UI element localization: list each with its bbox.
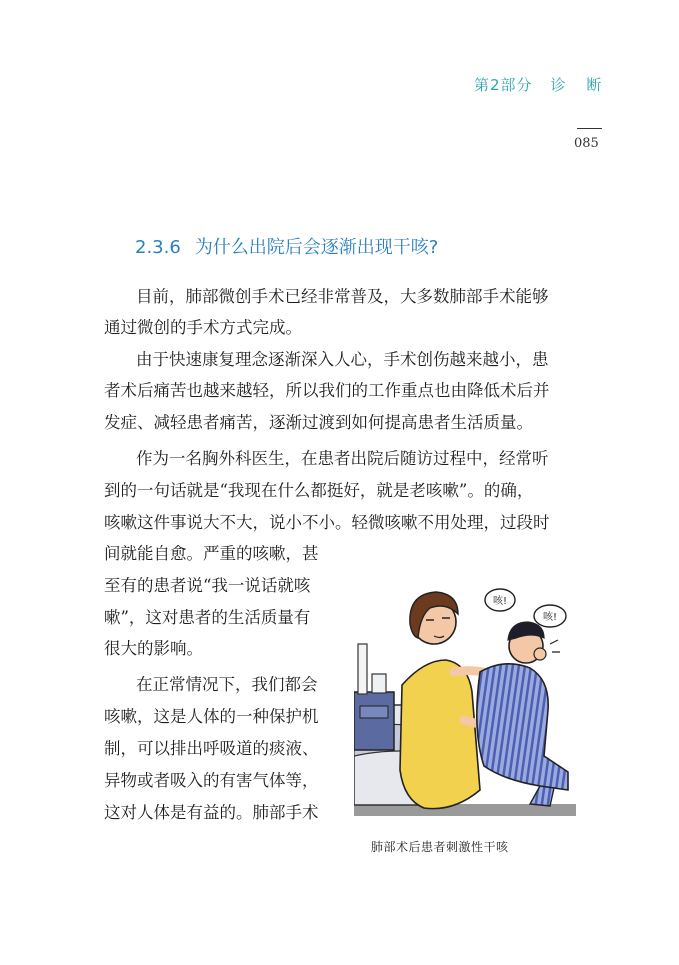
coughing-patient-illustration <box>354 580 576 816</box>
body-line: 至有的患者说“我一说话就咳 <box>104 576 311 595</box>
body-line: 到的一句话就是“我现在什么都挺好，就是老咳嗽”。的确， <box>104 481 534 500</box>
speech-bubble-1-text: 咳! <box>492 596 508 607</box>
section-title: 为什么出院后会逐渐出现干咳? <box>194 237 439 258</box>
page-number: 085 <box>574 136 599 151</box>
figure-caption: 肺部术后患者刺激性干咳 <box>371 840 509 854</box>
body-line: 在正常情况下，我们都会 <box>136 675 318 694</box>
bedside-table <box>354 692 394 750</box>
section-heading <box>135 233 438 259</box>
body-line: 咳嗽这件事说大不大，说小不小。轻微咳嗽不用处理，过段时 <box>104 513 550 532</box>
body-line: 制，可以排出呼吸道的痰液、 <box>104 739 319 758</box>
body-line: 者术后痛苦也越来越轻，所以我们的工作重点也由降低术后并 <box>104 381 550 400</box>
part-label: 第2部分 <box>474 76 533 94</box>
cup <box>372 674 386 693</box>
body-line: 异物或者吸入的有害气体等， <box>104 771 319 790</box>
body-line: 嗽”，这对患者的生活质量有 <box>104 608 311 627</box>
bottle <box>358 644 367 694</box>
patient-leg <box>530 786 554 806</box>
body-line: 间就能自愈。严重的咳嗽，甚 <box>104 544 319 563</box>
section-number: 2.3.6 <box>135 237 181 258</box>
body-line: 很大的影响。 <box>104 639 203 658</box>
body-line: 通过微创的手术方式完成。 <box>104 318 302 337</box>
body-line: 由于快速康复理念逐渐深入人心，手术创伤越来越小，患 <box>136 350 549 369</box>
body-line: 发症、减轻患者痛苦，逐渐过渡到如何提高患者生活质量。 <box>104 413 533 432</box>
cough-lines <box>550 640 560 652</box>
nurse-dress <box>400 660 480 809</box>
header-rule <box>577 128 602 129</box>
running-header <box>474 74 609 95</box>
body-line: 咳嗽，这是人体的一种保护机 <box>104 707 319 726</box>
speech-bubble-2-text: 咳! <box>542 612 558 623</box>
body-line: 目前，肺部微创手术已经非常普及，大多数肺部手术能够 <box>136 287 549 306</box>
drawer <box>360 706 388 718</box>
patient-pajamas <box>477 664 568 790</box>
body-line: 作为一名胸外科医生，在患者出院后随访过程中，经常听 <box>136 449 549 468</box>
body-line: 这对人体是有益的。肺部手术 <box>104 803 319 822</box>
part-title: 诊 断 <box>550 76 610 94</box>
patient-fist <box>534 648 546 660</box>
